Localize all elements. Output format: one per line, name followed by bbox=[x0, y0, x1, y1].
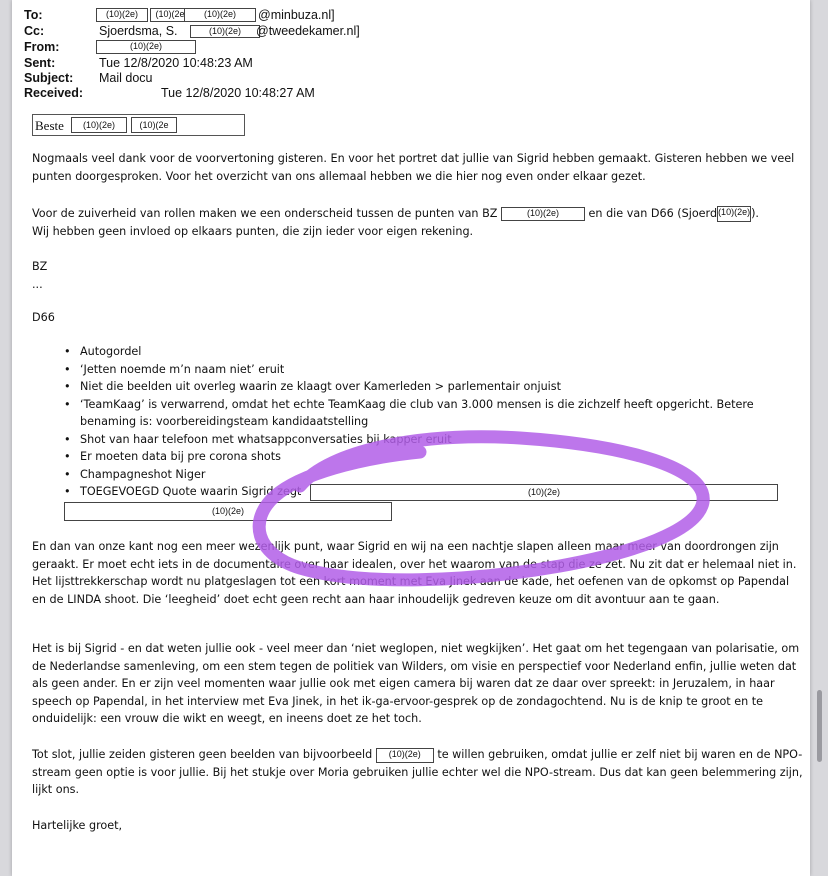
redaction-box: (10)(2e) bbox=[96, 40, 196, 54]
heading-bz: BZ bbox=[32, 260, 48, 273]
redaction-box: (10)(2e) bbox=[184, 8, 256, 22]
from-label: From: bbox=[24, 40, 60, 54]
redaction-box: (10)(2e) bbox=[376, 748, 434, 763]
redaction-box: (10)(2e) bbox=[96, 8, 148, 22]
to-domain: @minbuza.nl] bbox=[258, 8, 335, 22]
cc-name: Sjoerdsma, S. bbox=[99, 24, 178, 38]
sent-value: Tue 12/8/2020 10:48:23 AM bbox=[99, 56, 253, 70]
list-item: • Autogordel bbox=[64, 343, 804, 361]
paragraph-closing-point bbox=[32, 746, 804, 799]
redaction-box: (10)(2e) bbox=[190, 25, 260, 38]
list-item: • Shot van haar telefoon met whatsappconversaties bij kapper eruit bbox=[64, 431, 804, 449]
paragraph-roles-text-d: Wij hebben geen invloed op elkaars punten, die zijn ieder voor eigen rekening. bbox=[32, 224, 474, 238]
paragraph-roles bbox=[32, 205, 804, 240]
document-page bbox=[12, 0, 810, 876]
closing-greeting: Hartelijke groet, bbox=[32, 819, 123, 832]
subject-value: Mail docu bbox=[99, 71, 153, 85]
redaction-box: (10)(2e) bbox=[310, 484, 778, 501]
greeting-box bbox=[32, 114, 245, 136]
list-item: • ‘Jetten noemde m’n naam niet’ eruit bbox=[64, 361, 804, 379]
received-label: Received: bbox=[24, 86, 84, 100]
list-item: • ‘TeamKaag’ is verwarrend, omdat het echte TeamKaag die club van 3.000 mensen is die zichzelf heeft opgericht. Betere benaming is: voorbereidingsteam kandidaatstelling bbox=[64, 396, 804, 431]
to-label: To: bbox=[24, 8, 43, 22]
paragraph-roles-text-c: ). bbox=[751, 207, 759, 220]
list-item: • TOEGEVOEGD Quote waarin Sigrid zegt bbox=[64, 483, 804, 501]
bullet-list bbox=[64, 343, 804, 501]
redaction-box: (10)(2e) bbox=[717, 206, 751, 222]
redaction-box: (10)(2e) bbox=[64, 502, 392, 521]
received-value: Tue 12/8/2020 10:48:27 AM bbox=[161, 86, 315, 100]
cc-domain: @tweedekamer.nl] bbox=[256, 24, 360, 38]
paragraph-closing-text-b: te willen gebruiken, omdat jullie er zelf niet bij waren en de NPO-stream geen optie is voor jullie. Bij het stukje over Moria gebruiken jullie echter wel die NPO-stream. Dus dat kan geen belemmering zijn, lijkt ons. bbox=[32, 748, 803, 796]
paragraph-ideals: En dan van onze kant nog een meer wezenlijk punt, waar Sigrid en wij na een nachtje slapen alleen maar meer van doordrongen zijn geraakt. Er moet echt iets in de documentaire over haar idealen, over het waarom van de stap die ze zet. Nu zit dat er helemaal niet in. Het lijsttrekkerschap wordt nu platgeslagen tot een kort moment met Eva Jinek aan de kade, het oefenen van de opkomst op Papendal en de LINDA shoot. Die ‘leegheid’ doet echt geen recht aan haar inhoudelijk gedreven keuze om dit avontuur aan te gaan. bbox=[32, 540, 797, 606]
paragraph-sigrid: Het is bij Sigrid - en dat weten jullie ook - veel meer dan ‘niet weglopen, niet wegkijken’. Het gaat om het tegengaan van polarisatie, om de Nederlandse samenleving, om een stem tegen de politiek van Wilders, om visie en perspectief voor Nederland enfin, jullie weten dat als geen ander. En er zijn veel momenten waar jullie ook met eigen camera bij waren dat ze daar over spreekt: in Jeruzalem, in haar speech op Papendal, in het interview met Eva Jinek, in het ik-ga-ervoor-gesprek op de zondagochtend. Nu is de knip te groot en te onduidelijk: een vrouw die wikt en weegt, en ineens doet ze het toch. bbox=[32, 642, 800, 725]
redaction-box: (10)(2e bbox=[150, 8, 190, 22]
paragraph-intro: Nogmaals veel dank voor de voorvertoning gisteren. En voor het portret dat jullie van Sigrid hebben gemaakt. Gisteren hebben we veel punten doorgesproken. Voor het overzicht van ons allemaal hebben we die hier nog even onder elkaar gezet. bbox=[32, 152, 795, 183]
redaction-box: (10)(2e) bbox=[71, 117, 127, 133]
heading-d66: D66 bbox=[32, 311, 55, 324]
paragraph-closing-text-a: Tot slot, jullie zeiden gisteren geen beelden van bijvoorbeeld bbox=[32, 748, 373, 761]
redaction-box: (10)(2e) bbox=[501, 207, 585, 221]
list-item: • Champagneshot Niger bbox=[64, 466, 804, 484]
list-item: • Er moeten data bij pre corona shots bbox=[64, 448, 804, 466]
cc-label: Cc: bbox=[24, 24, 45, 38]
ellipsis: ... bbox=[32, 278, 43, 291]
paragraph-roles-text-b: en die van D66 (Sjoerd bbox=[588, 207, 718, 220]
greeting-word: Beste bbox=[35, 118, 64, 133]
scrollbar[interactable] bbox=[817, 690, 822, 762]
sent-label: Sent: bbox=[24, 56, 56, 70]
subject-label: Subject: bbox=[24, 71, 74, 85]
redaction-box: (10)(2e bbox=[131, 117, 177, 133]
list-item: • Niet die beelden uit overleg waarin ze klaagt over Kamerleden > parlementair onjuist bbox=[64, 378, 804, 396]
paragraph-roles-text-a: Voor de zuiverheid van rollen maken we een onderscheid tussen de punten van BZ bbox=[32, 207, 498, 220]
